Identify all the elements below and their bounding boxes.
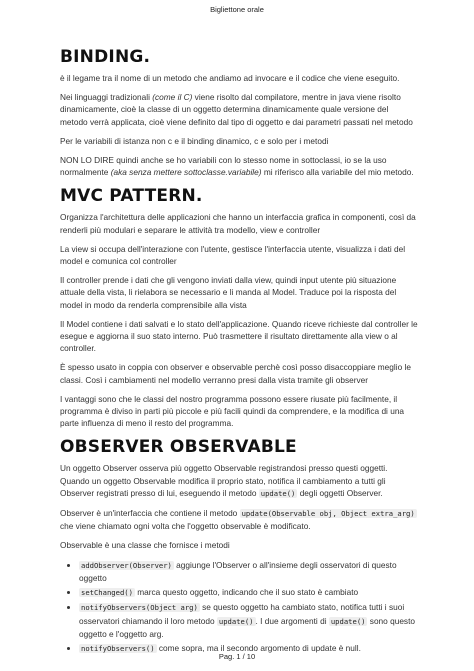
mvc-paragraph-2: La view si occupa dell'interazione con l'utente, gestisce l'interfaccia utente, visualizza i dati del model e comunica col controller xyxy=(60,243,406,267)
text-span: Nei linguaggi tradizionali xyxy=(60,92,153,103)
inline-code: addObserver(Observer) xyxy=(81,560,172,570)
mvc-paragraph-4: Il Model contiene i dati salvati e lo stato dell'applicazione. Quando riceve richieste dal controller le esegue e aggiorna il suo stato interno. Può trasmettere il risultato direttamente alla view o al controller. xyxy=(60,318,418,354)
mvc-paragraph-1: Organizza l'architettura delle applicazioni che hanno un interfaccia grafica in componenti, così da renderli più modulari e separare le attività tra modello, view e controller xyxy=(60,212,416,235)
mvc-heading: MVC PATTERN. xyxy=(60,186,203,207)
inline-code: update(Observable obj, Object extra_arg) xyxy=(241,509,415,519)
text-span: NON LO DIRE quindi anche se ho variabili con lo stesso nome in sottoclassi, io se la uso normalmente xyxy=(60,155,387,178)
text-span: sono questo oggetto e l'oggetto arg. xyxy=(79,615,415,639)
mvc-paragraph-6: I vantaggi sono che le classi del nostro programma possono essere riusate più facilmente, il programma è diviso in parti più piccole e più facili quindi da comprendere, e la modifica di una parte influenza di meno il resto del programma. xyxy=(60,393,405,429)
binding-paragraph-4 xyxy=(60,154,418,178)
text-span: come sopra, ma il secondo argomento di update è null. xyxy=(156,642,361,653)
binding-paragraph-3: Per le variabili di istanza non c e il binding dinamico, c e solo per i metodi xyxy=(60,135,329,146)
document-body xyxy=(60,46,418,657)
text-span: Un oggetto Observer osserva più oggetto Observable registrandosi presso questi oggetti. Quando un oggetto Observable modifica il proprio stato, notifica il cambiamento a tutti gli Observer registrati presso di lui, eseguendo il metodo xyxy=(60,463,388,498)
text-span: se questo oggetto ha cambiato stato, notifica tutti i suoi osservatori chiamando il loro metodo xyxy=(79,602,405,626)
mvc-paragraph-3: Il controller prende i dati che gli vengono inviati dalla view, quindi input utente più situazione attuale della vista, li rielabora se necessario e li manda al Model. Traduce poi la risposta del model in modo da renderla comprensibile alla vista xyxy=(60,275,397,310)
list-item xyxy=(79,559,418,584)
inline-code: notifyObservers() xyxy=(81,643,155,653)
text-span: . I due argomenti di xyxy=(255,615,329,626)
inline-code: update() xyxy=(330,616,366,626)
binding-heading: BINDING. xyxy=(60,47,151,67)
inline-code: setChanged() xyxy=(81,588,133,598)
text-span: viene risolto dal compilatore, mentre in java viene risolto dinamicamente, cioè la classe di un oggetto determina dinamicamente quale versione del metodo verrà applicata, cioè viene definito dal tipo di oggetto e dai parametri passati nel metodo xyxy=(60,92,413,127)
binding-paragraph-1: è il legame tra il nome di un metodo che andiamo ad invocare e il codice che viene eseguito. xyxy=(60,73,400,83)
observer-paragraph-1 xyxy=(60,462,418,500)
text-span: Observer è un'interfaccia che contiene il metodo xyxy=(60,508,240,519)
italic-span: (come il C) xyxy=(152,92,193,103)
observer-heading: OBSERVER OBSERVABLE xyxy=(60,437,297,458)
page-footer: Pag. 1 / 10 xyxy=(218,652,256,661)
text-span: degli oggetti Observer. xyxy=(297,487,383,498)
text-span: che viene chiamato ogni volta che l'oggetto observable è modificato. xyxy=(60,521,311,532)
text-span: aggiunge l'Observer o all'insieme degli osservatori di questo oggetto xyxy=(79,559,397,583)
list-item xyxy=(79,586,418,599)
text-span: mi riferisco alla variabile del mio metodo. xyxy=(261,167,414,178)
inline-code: update() xyxy=(218,616,254,626)
italic-span: (aka senza mettere sottoclasse.variabile) xyxy=(110,167,262,178)
observable-methods-list xyxy=(60,559,418,655)
binding-paragraph-2 xyxy=(60,91,418,128)
list-item xyxy=(79,601,418,640)
inline-code: update() xyxy=(260,488,296,498)
observer-paragraph-2 xyxy=(60,507,418,532)
text-span: marca questo oggetto, indicando che il suo stato è cambiato xyxy=(134,587,359,598)
page-header: Bigliettone orale xyxy=(210,5,264,14)
observer-paragraph-3: Observable è una classe che fornisce i metodi xyxy=(60,540,230,551)
mvc-paragraph-5: È spesso usato in coppia con observer e observable perchè così posso disaccoppiare meglio le classi. Così i cambiamenti nel modello verranno presi dalla vista tramite gli observer xyxy=(60,362,411,385)
inline-code: notifyObservers(Object arg) xyxy=(81,603,198,613)
